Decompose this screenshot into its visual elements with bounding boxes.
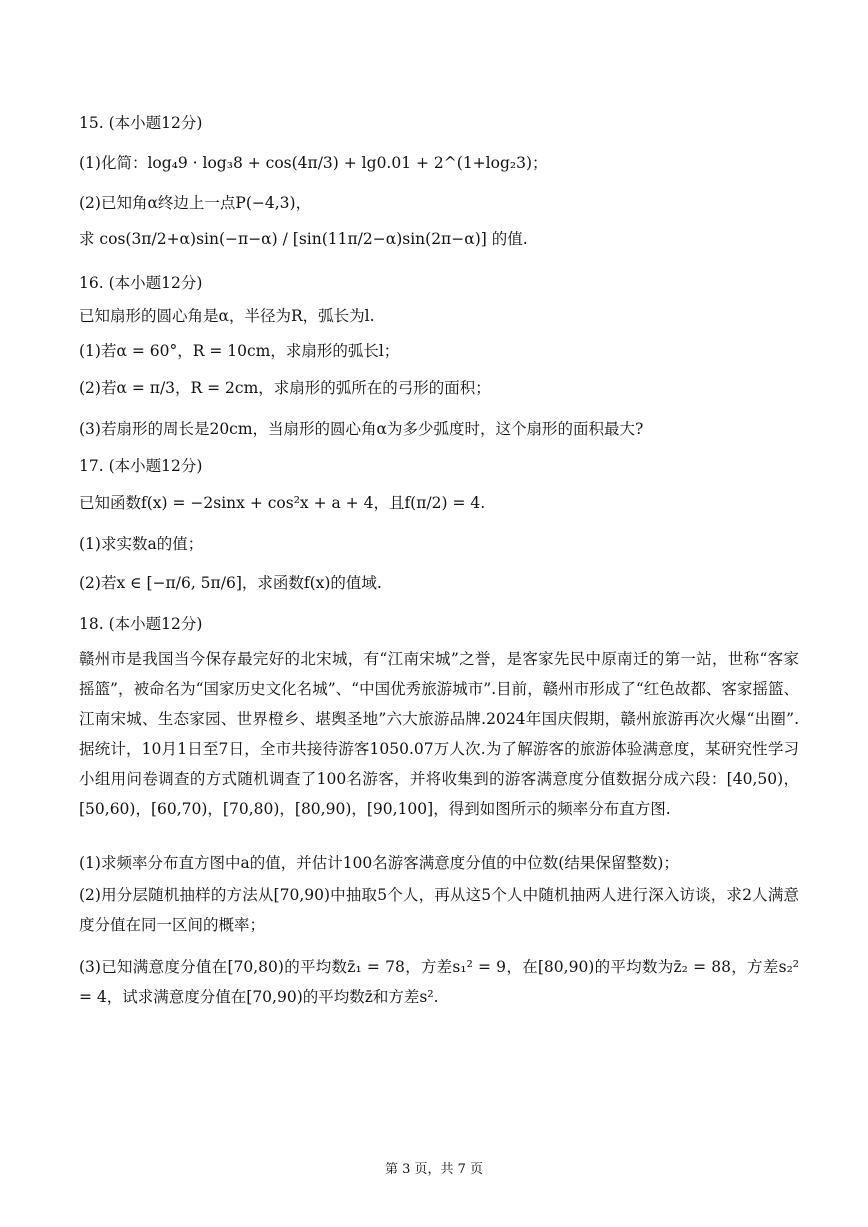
q16-header: 16. (本小题12分) [79,274,203,292]
q16-part1: (1)若α = 60°，R = 10cm，求扇形的弧长l； [79,342,400,360]
q17-part2: (2)若x ∈ [−π/6, 5π/6]，求函数f(x)的值域. [79,574,382,592]
q18-body: 赣州市是我国当今保存最完好的北宋城，有“江南宋城”之誉，是客家先民中原南迁的第一站，世称“客家摇篮”，被命名为“国家历史文化名城”、“中国优秀旅游城市”.目前，赣州市形成了“红色故都、客家摇篮、江南宋城、生态家园、世界橙乡、堪舆圣地”六大旅游品牌.2024年国庆假期，赣州旅游再次火爆“出圈”.据统计，10月1日至7日，全市共接待游客1050.07万人次.为了解游客的旅游体验满意度，某研究性学习小组用问卷调查的方式随机调查了100名游客，并将收集到的游客满意度分值数据分成六段：[40,50)，[50,60)，[60,70)，[70,80)，[80,90)，[90,100]，得到如图所示的频率分布直方图. [79,650,799,818]
q15-part1: (1)化简：log₄9 · log₃8 + cos(4π/3) + lg0.01 + 2^(1+log₂3)； [79,154,548,172]
q15-part2a: (2)已知角α终边上一点P(−4,3)， [79,194,312,212]
q17-header: 17. (本小题12分) [79,457,203,475]
q18-header: 18. (本小题12分) [79,615,203,633]
q16-part2: (2)若α = π/3，R = 2cm，求扇形的弧所在的弓形的面积； [79,379,491,397]
q16-intro: 已知扇形的圆心角是α，半径为R，弧长为l. [79,307,375,325]
q17-part1: (1)求实数a的值； [79,535,204,553]
q18-part3: (3)已知满意度分值在[70,80)的平均数z̄₁ = 78，方差s₁² = 9，在[80,90)的平均数为z̄₂ = 88，方差s₂² = 4，试求满意度分值在[70,90)的平均数z̄和方差s². [79,958,799,1006]
q15-header: 15. (本小题12分) [79,114,203,132]
page-footer: 第 3 页，共 7 页 [384,1162,484,1177]
q18-part2: (2)用分层随机抽样的方法从[70,90)中抽取5个人，再从这5个人中随机抽两人进行深入访谈，求2人满意度分值在同一区间的概率； [79,886,799,934]
q18-part1: (1)求频率分布直方图中a的值，并估计100名游客满意度分值的中位数(结果保留整数)； [79,854,679,872]
q16-part3: (3)若扇形的周长是20cm，当扇形的圆心角α为多少弧度时，这个扇形的面积最大? [79,420,644,438]
q17-intro: 已知函数f(x) = −2sinx + cos²x + a + 4，且f(π/2) = 4. [79,494,486,512]
q15-part2b: 求 cos(3π/2+α)sin(−π−α) / [sin(11π/2−α)sin(2π−α)] 的值. [79,230,528,248]
